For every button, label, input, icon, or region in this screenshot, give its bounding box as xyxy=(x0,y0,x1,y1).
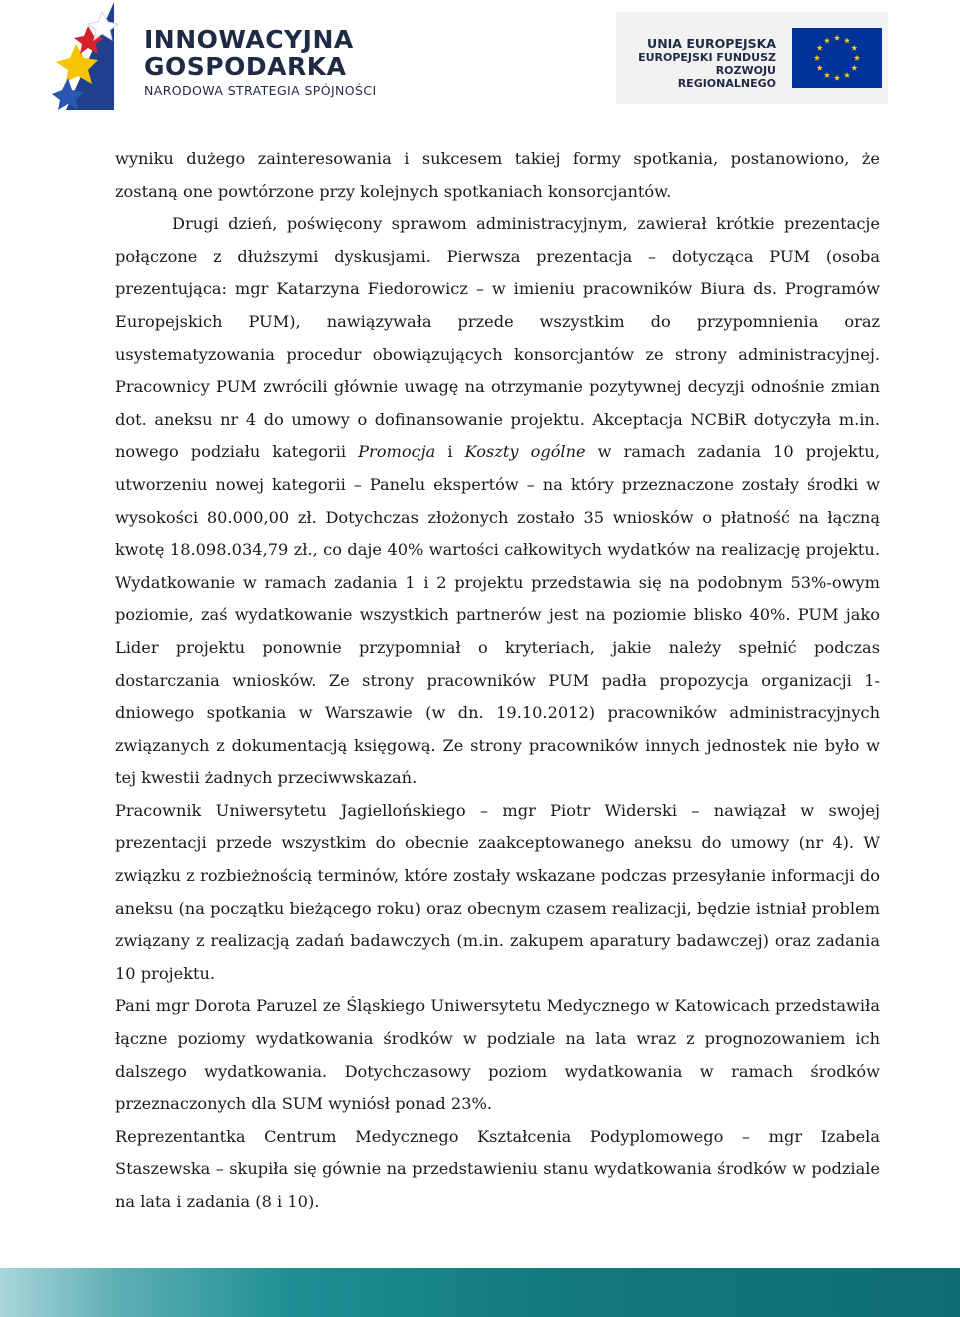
footer-bar xyxy=(0,1268,960,1317)
paragraph-2 xyxy=(115,208,880,795)
logo-line-3: NARODOWA STRATEGIA SPÓJNOŚCI xyxy=(144,83,377,98)
eu-flag-icon xyxy=(792,28,882,88)
eu-line-1: UNIA EUROPEJSKA xyxy=(647,36,776,51)
logo-line-2: GOSPODARKA xyxy=(144,52,347,81)
paragraph-5: Reprezentantka Centrum Medycznego Kształcenia Podyplomowego – mgr Izabela Staszewska – skupiła się gównie na przedstawieniu stanu wydatkowania środków w podziale na lata i zadania (8 i 10). xyxy=(115,1126,880,1211)
paragraph-2-text-a: Drugi dzień, poświęcony sprawom administracyjnym, zawierał krótkie prezentacje połączone z dłuższymi dyskusjami. Pierwsza prezentacja – dotycząca PUM (osoba prezentująca: mgr Katarzyna Fiedorowicz – w imieniu pracowników Biura ds. Programów Europejskich PUM), nawiązywała przede wszystkim do przypomnienia oraz usystematyzowania procedur obowiązujących konsorcjantów ze strony administracyjnej. Pracownicy PUM zwrócili głównie uwagę na otrzymanie pozytywnej decyzji odnośnie zmian dot. aneksu nr 4 do umowy o dofinansowanie projektu. Akceptacja NCBiR dotyczyła m.in. nowego podziału kategorii xyxy=(115,214,880,462)
category-promocja: Promocja xyxy=(358,442,436,462)
paragraph-2-text-b: i xyxy=(435,442,465,462)
eu-line-2: EUROPEJSKI FUNDUSZ xyxy=(638,51,776,64)
paragraph-2-text-c: w ramach zadania 10 projektu, utworzeniu nowej kategorii – Panelu ekspertów – na który przeznaczone zostały środki w wysokości 80.000,00 zł. Dotychczas złożonych zostało 35 wniosków o płatność na łączną kwotę 18.098.034,79 zł., co daje 40% wartości całkowitych wydatków na realizację projektu. Wydatkowanie w ramach zadania 1 i 2 projektu przedstawia się na podobnym 53%-owym poziomie, zaś wydatkowanie wszystkich partnerów jest na poziomie blisko 40%. PUM jako Lider projektu ponownie przypomniał o kryteriach, jakie należy spełnić podczas dostarczania wniosków. Ze strony pracowników PUM padła propozycja organizacji 1-dniowego spotkania w Warszawie (w dn. 19.10.2012) pracowników administracyjnych związanych z dokumentacją księgową. Ze strony pracowników innych jednostek nie było w tej kwestii żadnych przeciwwskazań. xyxy=(115,442,881,788)
paragraph-3: Pracownik Uniwersytetu Jagiellońskiego – mgr Piotr Widerski – nawiązał w swojej prezentacji przede wszystkim do obecnie zaakceptowanego aneksu do umowy (nr 4). W związku z rozbieżnością terminów, które zostały wskazane podczas przesyłanie informacji do aneksu (na początku bieżącego roku) oraz obecnym czasem realizacji, będzie istniał problem związany z realizacją zadań badawczych (m.in. zakupem aparatury badawczej) oraz zadania 10 projektu. xyxy=(115,800,880,983)
innowacyjna-gospodarka-logo xyxy=(48,2,398,112)
eu-erdf-logo xyxy=(616,12,888,104)
star-emblem-icon xyxy=(48,2,143,112)
paragraph-4: Pani mgr Dorota Paruzel ze Śląskiego Uniwersytetu Medycznego w Katowicach przedstawiła łączne poziomy wydatkowania środków w podziale na lata wraz z prognozowaniem ich dalszego wydatkowania. Dotychczasowy poziom wydatkowania w ramach środków przeznaczonych dla SUM wyniósł ponad 23%. xyxy=(115,996,880,1114)
document-body xyxy=(115,143,880,1219)
paragraph-1: wyniku dużego zainteresowania i sukcesem takiej formy spotkania, postanowiono, że zostaną one powtórzone przy kolejnych spotkaniach konsorcjantów. xyxy=(115,149,880,201)
eu-line-3: ROZWOJU REGIONALNEGO xyxy=(677,64,776,90)
eu-wordmark xyxy=(616,36,776,90)
innowacyjna-gospodarka-wordmark xyxy=(144,26,377,99)
logo-line-1: INNOWACYJNA xyxy=(144,25,354,54)
page-header xyxy=(0,0,960,120)
category-koszty-ogolne: Koszty ogólne xyxy=(464,442,586,462)
